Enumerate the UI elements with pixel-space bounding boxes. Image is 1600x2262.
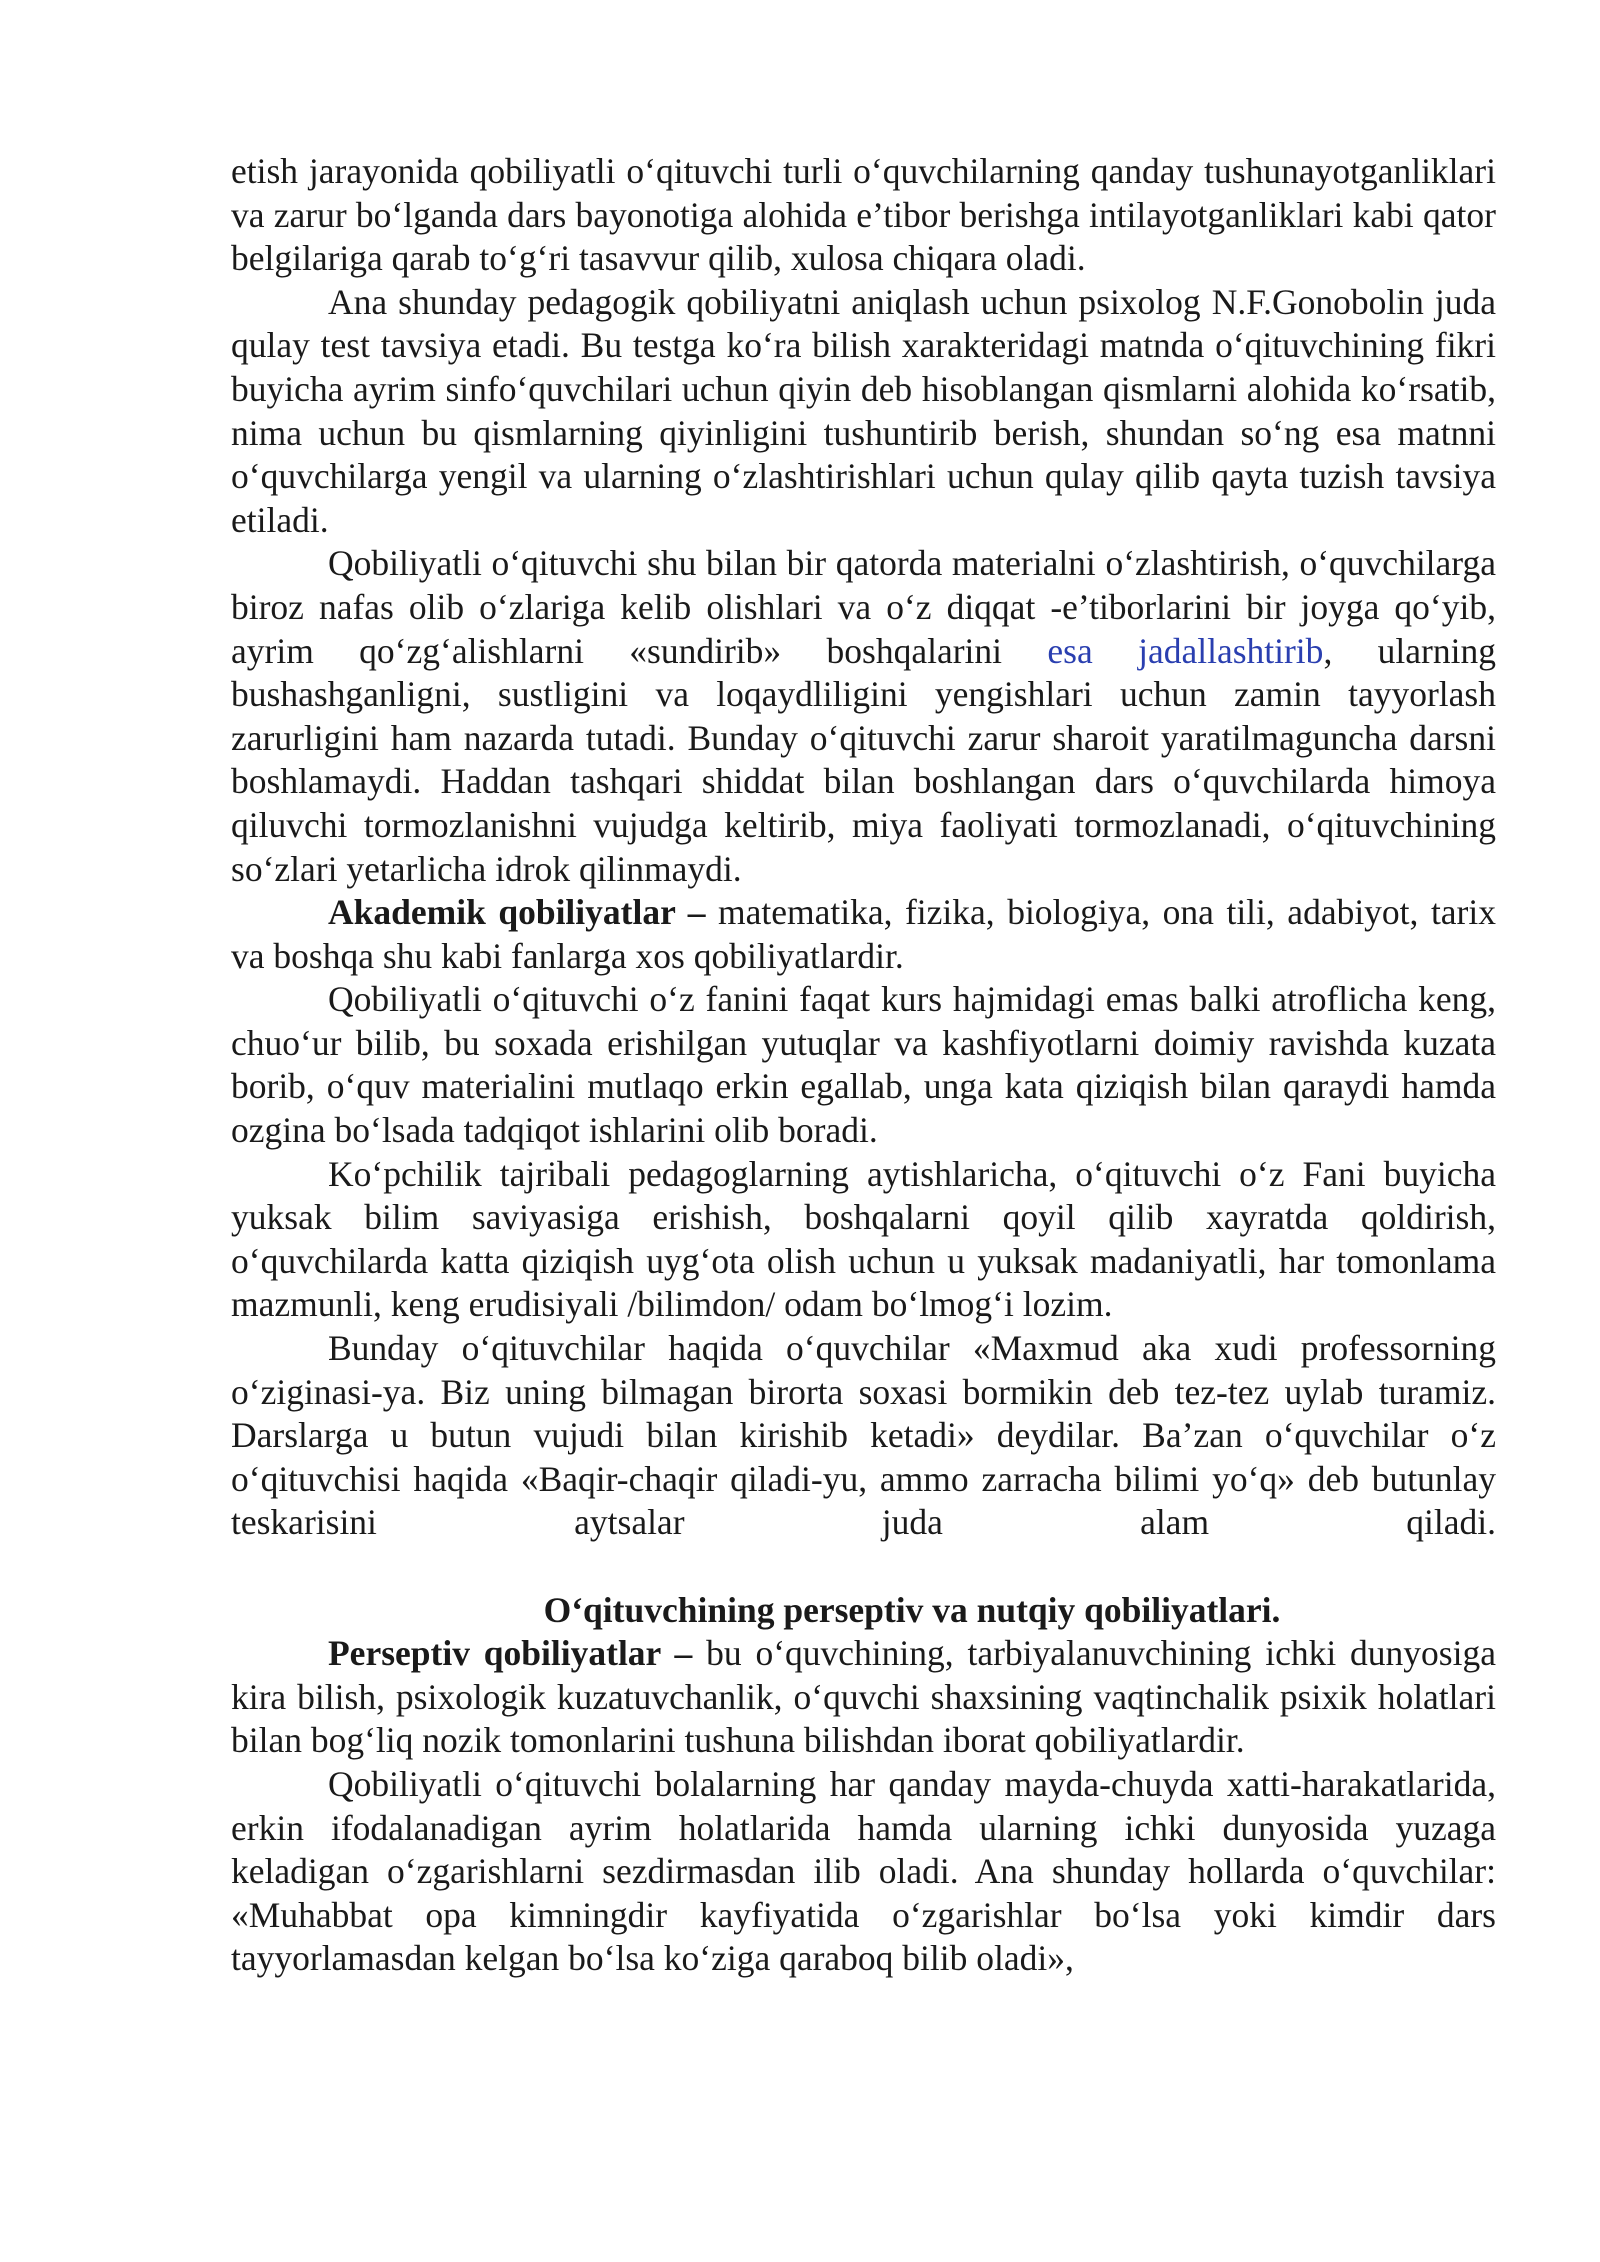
term-perceptive-abilities: Perseptiv qobiliyatlar – <box>328 1633 693 1674</box>
paragraph-8-text: bu oʻquvchining, tarbiyalanuvchining ichki dunyosiga kira bilish, psixologik kuzatuvchanlik, oʻquvchi shaxsining vaqtinchalik psixik holatlari bilan bogʻliq nozik tomonlarini tushuna bilishdan iborat qobiliyatlardir. <box>231 1633 1496 1761</box>
paragraph-4 <box>231 891 1496 978</box>
paragraph-7: Bunday oʻqituvchilar haqida oʻquvchilar «Maxmud aka xudi professorning oʻziginasi-ya. Biz uning bilmagan birorta soxasi bormikin deb tez-tez uylab turamiz. Darslarga u butun vujudi bilan kirishib ketadi» deydilar. Ba’zan oʻquvchilar oʻz oʻqituvchisi haqida «Baqir-chaqir qiladi-yu, ammo zarracha bilimi yoʻq» deb butunlay teskarisini aytsalar juda alam qiladi. <box>231 1328 1496 1543</box>
paragraph-3-text-end: , ularning bushashganligni, sustligini va loqaydliligini yengishlari uchun zamin tayyorlash zarurligini ham nazarda tutadi. Bunday oʻqituvchi zarur sharoit yaratilmaguncha darsni boshlamaydi. Haddan tashqari shiddat bilan boshlangan dars oʻquvchilarda himoya qiluvchi tormozlanishni vujudga keltirib, miya faoliyati tormozlanadi, oʻqituvchining soʻzlari yetarlicha idrok qilinmaydi. <box>231 630 1496 889</box>
paragraph-4-text: matematika, fizika, biologiya, ona tili, adabiyot, tarix va boshqa shu kabi fanlarga xos qobiliyatlardir. <box>231 892 1496 976</box>
paragraph-5: Qobiliyatli oʻqituvchi oʻz fanini faqat kurs hajmidagi emas balki atroflicha keng, chuoʻur bilib, bu soxada erishilgan yutuqlar va kashfiyotlarni doimiy ravishda kuzata borib, oʻquv materialini mutlaqo erkin egallab, unga kata qiziqish bilan qaraydi hamda ozgina boʻlsada tadqiqot ishlarini olib boradi. <box>231 979 1496 1151</box>
document-page <box>231 150 1496 1981</box>
paragraph-6: Koʻpchilik tajribali pedagoglarning aytishlaricha, oʻqituvchi oʻz Fani buyicha yuksak bilim saviyasiga erishish, boshqalarni qoyil qilib xayratda qoldirish, oʻquvchilarda katta qiziqish uygʻota olish uchun u yuksak madaniyatli, har tomonlama mazmunli, keng erudisiyali /bilimdon/ odam boʻlmogʻi lozim. <box>231 1153 1496 1325</box>
paragraph-9: Qobiliyatli oʻqituvchi bolalarning har qanday mayda-chuyda xatti-harakatlarida, erkin ifodalanadigan ayrim holatlarida hamda ularning ichki dunyosida yuzaga keladigan oʻzgarishlarni sezdirmasdan ilib oladi. Ana shunday hollarda oʻquvchilar: «Muhabbat opa kimningdir kayfiyatida oʻzgarishlar boʻlsa yoki kimdir dars tayyorlamasdan kelgan boʻlsa koʻziga qaraboq bilib oladi», <box>231 1763 1496 1979</box>
section-heading: Oʻqituvchining perseptiv va nutqiy qobiliyatlari. <box>543 1589 1281 1630</box>
paragraph-8 <box>231 1632 1496 1763</box>
paragraph-3 <box>231 542 1496 891</box>
term-academic-abilities: Akademik qobiliyatlar – <box>328 892 706 933</box>
paragraph-3-text-start: Qobiliyatli oʻqituvchi shu bilan bir qatorda materialni oʻzlashtirish, oʻquvchilarga biroz nafas olib oʻzlariga kelib olishlari va oʻz diqqat -e’tiborlarini bir joyga qoʻyib, ayrim qoʻzgʻalishlarni «sundirib» boshqalarini <box>231 543 1496 671</box>
paragraph-2: Ana shunday pedagogik qobiliyatni aniqlash uchun psixolog N.F.Gonobolin juda qulay test tavsiya etadi. Bu testga koʻra bilish xarakteridagi matnda oʻqituvchining fikri buyicha ayrim sinfoʻquvchilari uchun qiyin deb hisoblangan qismlarni alohida koʻrsatib, nima uchun bu qismlarning qiyinligini tushuntirib berish, shundan soʻng esa matnni oʻquvchilarga yengil va ularning oʻzlashtirishlari uchun qulay qilib qayta tuzish tavsiya etiladi. <box>231 281 1496 540</box>
paragraph-1: etish jarayonida qobiliyatli oʻqituvchi turli oʻquvchilarning qanday tushunayotganliklari va zarur boʻlganda dars bayonotiga alohida e’tibor berishga intilayotganliklari kabi qator belgilariga qarab toʻgʻri tasavvur qilib, xulosa chiqara oladi. <box>231 151 1496 279</box>
highlighted-link-text[interactable]: esa jadallashtirib <box>1047 630 1324 671</box>
